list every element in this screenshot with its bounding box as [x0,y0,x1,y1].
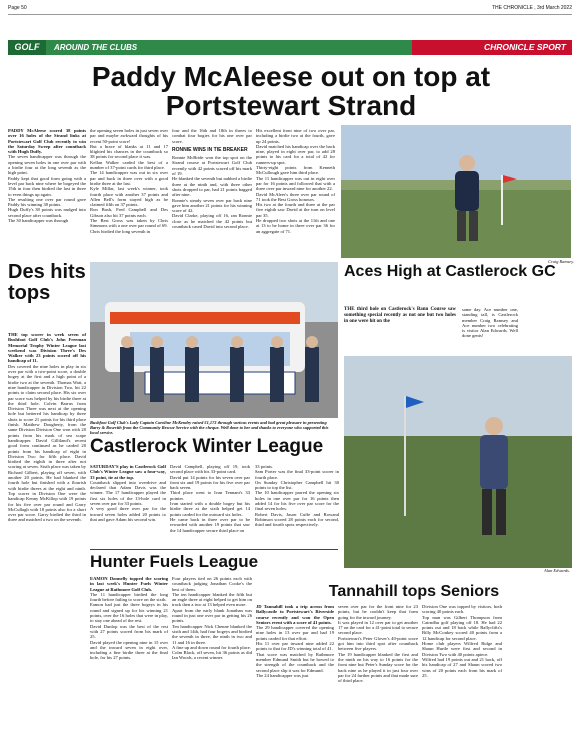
craig-ramsey-photo [341,125,571,258]
castlerock-col1 [90,464,166,522]
chronicle-sport-banner: CHRONICLE SPORT [412,40,572,55]
hunter-col2: Four players tied on 26 points each with countback judging Jonathan Cooke's the best of them. The ten handicapper blanked the fifth but an eagle three at eight helped to get him on track then a two at 13 helped even more. Apart from the early blank Jonathan was round in just one over par in getting his 26 points. Ten handicapper Nick Chenne blanked the sixth and 14th, had four bogeys and birdied the seventh in three, the ninth in two and 11 and 16 in three. A fine up and down round for fourth place. Colm Black, off seven, hit 36 points as did Ian Woods, a recent winner. [172,576,252,661]
paper-date: THE CHRONICLE , 3rd March 2022 [491,5,572,11]
castlerock-col1-body: Countback slipped into overdrive and declared that Adam Davis was the winner. The 17 handicapper played the first six holes of the 13-hole card in seven over par for 33 points. A very good three over par for the inward seven holes added 20 points to that and gave Adam his second win. [90,479,166,522]
around-the-clubs-banner: AROUND THE CLUBS [46,40,412,55]
des-hits-body: Des covered the nine holes in play in six over par with a two-point score, a double bogey at the first and a high point of a birdie two at the seventh. Thomas Watt, a nine handicapper in Division Two, hit 22 points to claim second place. His six over par score was helped by his birdie three at the third hole. Colvin Barrus from Division Three was next at the opening hole but bettered his handicap by three shots to score 21 points for his third place finish. Matthew Dougherty, from the same Division Division One won with 20 points from his mark of sea scape handicapper. David Gilliland's recent good form continued as he carded 20 points from his handicap of eight in Division Two for fifth place. David birdied the eighth in three after not scoring at seven. Sixth place was taken by Richard Gilbert, playing off seven, with another 20 points. He had blanked the fourth hole but finished with a flourish with birdie threes at the eight and ninth. Top scorer in Division One were the handicap Kenny McKillop with 19 points for his five over par round and Garry McCullagh with 18 points also for a short over par score. Garry birdied the third in three and matched a two on the seventh. [8,363,86,523]
main-story-subhead: RONNIE WINS IN TIE BREAKER [172,146,248,153]
main-story-col3: four and the 16th and 18th in threes to combat four bogies for his one over par score. RONNIE WINS IN TIE BREAKER Ronnie McBride won the top spot on the Strand course at Portstewart Golf Club recently with 42 points scored off his mark of 19. He blanked the seventh but nabbed a birdie three at the ninth and, with three other shots dropped to par, had 21 points bagged after nine. Ronnie's steady seven over par back nine gave him another 21 points for his winning score of 42. David Clarke, playing off 16, ran Ronnie close as he matched the 42 points but countback cased David into second place. [172,128,252,230]
header-rule [8,14,572,15]
golfer-with-flag-icon [344,356,572,568]
tannahill-col3: Division One was topped by visitors, both scoring 40 points each. Top man was Gilbert Thompson from Cairndhu golf playing off 18. He had 22 points out and 18 back while Ballyclifts's Billy McConkey scored 40 points from a 12 handicap for second place. Home club players Wilfred Ridge and Shaun Hurtle were first and second in Division Two with 40 points apiece. Wilfred had 19 points out and 21 back, off his handicap of 27 and Shaun scored two wins of 20 points each from his mark of 25. [422,604,502,678]
des-hits-story [8,332,86,523]
castlerock-col3: 33 points. Sam Porter was the final 33-point scorer in fourth place. On Sunday Christopher Campbell hit 30 points to top the list. The 10 handicapper parred the opening six holes in one over par for 16 points then added 14 for his five over par score for the final seven holes. Robert Davis, Jason Cuffe and Rowand Robinson scored 28 points each for second, third and fourth spots respectively. [255,464,339,528]
aces-high-lead: THE third hole on Castlerock's Bann Course saw something special recently as not one but two holes in one were hit on the [344,307,456,324]
castlerock-headline: Castlerock Winter League [90,436,324,457]
main-story-col2: the opening seven holes in just seven over par and maybe awkward thoughts of his recent 50-point score! But a brace of blanks at 11 and 17 blighted his chances in the countback so 38 points for second place it was. Kellan Walker carded the best of a number of 37-point cards for third place. The 14 handicapper was out in six over par and back in three over with a good birdie three at the last. Kyle Millar, last week's winner, took fourth place with another 37 points and Allen Bell's form stayed high as he claimed fifth on 37 points. Ron Bush, Fred Campbell and Des Gibson also hit 37 points each. The Best Gross was taken by Chris Simmons with a one over par round of 69. Chris birdied the long seventh in [90,128,168,234]
group-cheque-photo [90,262,338,418]
group-photo-caption: Bushfoot Golf Club's Lady Captain Caroline McKendry raised £1,173 through various events and had great pleasure in presenting Barry & Rosevith from the Community Rescue Service with the cheque. Well done to her and thanks to everyone who supported this local service. [90,420,329,435]
section-divider [90,549,338,550]
main-headline: Paddy McAleese out on top at Portstewart Strand [91,61,491,121]
tannahill-col1-body: The 29 handicapper covered the opening nine holes in 13 over par and had 19 points carded for that effort. His 11 over par inward nine added 22 points to that for JD's winning total of 41. That score was matched by Rathmore member Edmund Smith but he bowed to the strength of the countback and the second place slip it was for Edmund. The 24 handicapper was just [256,625,334,678]
hunter-col1 [90,576,168,661]
hunter-col1-body: The 11 handicapper birdied the long fourth before failing to score on the sixth. Eamon had just the three bogeys in his round and signed up for his winning 21 points, over the 16 holes that were in play, to stay one ahead of the rest. David Dunlop was the best of the rest with 27 points scored from his mark of 25. David played the opening nine in 15 over and the inward seven in eight over, including a fine birdie three at the final hole, for his 27 points. [90,591,168,661]
tannahill-col2: seven over par for the front nine for 23 points, but he couldn't keep that form going for the inward journey. It was played in 12 over par to get another 17 on the card for a 41-point total to secure second place. Portstewart's Peter Glover's 40-point score got him into third spot after countback between five players. The 19 handicapper blanked the first and the ninth on his way to 16 points for the front nine but Peter's Sunday score for the back nine as he played it in just four over par for 24 further points and that made sure of third place. [338,604,418,684]
group-photo-illustration-icon [90,262,338,418]
main-story-lead: PADDY McAleese scored 38 points over 16 holes of the Strand links at Portstewart Golf Club recently to win the Saturday Sweep after countback with Hugh Duffy. [8,128,86,155]
castlerock-col2: David Campbell, playing off 19, took second place with his 33-point card. David put 14 points for his seven over par front six and 19 points for his five over par back seven. Third place went to Ivan Tennant's 33 pointer. Ivan started with a double bogey but his birdie three at the sixth helped get 14 points carded for the outward six holes. He came back in three over par to be rewarded with another 19 points that saw the 14 handicapper secure third place on [170,464,250,533]
page-number: Page 50 [8,5,27,11]
hunter-headline: Hunter Fuels League [90,552,259,571]
castlerock-lead: SATURDAY'S play in Castlerock Golf Club's Winter League saw a four-way, 33 point, tie at the top. [90,464,166,480]
main-story-col3-body2: Ronnie McBride won the top spot on the Strand course at Portstewart Golf Club recently with 42 points scored off his mark of 19. He blanked the seventh but nabbed a birdie three at the ninth and, with three other shots dropped to par, had 21 points bagged after nine. Ronnie's steady seven over par back nine gave him another 21 points for his winning score of 42. David Clarke, playing off 16, ran Ronnie close as he matched the 42 points but countback cased David into second place. [172,155,252,230]
golf-section-tab: GOLF [8,40,46,55]
aces-high-body: same day. Ace number one, standing tall, is Castlerock member Craig Ramsey and Ace number two celebrating is visitor Alan Edwards. Well done gents! [462,307,518,339]
tannahill-headline: Tannahill tops Seniors [328,583,500,600]
aces-high-headline: Aces High at Castlerock GC [344,263,556,280]
craig-photo-caption: Craig Ramsey. [548,259,574,264]
tannahill-lead: JD Tannahill took a trip across from Ballycastle to Portstewart's Riverside course recently and won the Open Seniors event with a score of 41 points. [256,604,334,625]
main-story-col1 [8,128,86,223]
golfer-figure-icon [341,125,571,258]
hunter-lead: EAMON Donnelly topped the scoring in last week's Hunter Fuels Winter League at Rathmore Golf Club. [90,576,168,592]
alan-edwards-photo [344,356,572,568]
des-hits-lead: THE top scorer in week seven of Bushfoot Golf Club's John Freeman Memorial Trophy Winter League last weekend was Division Three's Des Walker with 23 points scored off his handicap of 11. [8,332,86,364]
main-story-col4: His excellent front nine of two over par, including a birdie two at the fourth, gave up 24 points. David matched his handicap over the back nine, played in eight over par, to add 28 points to his card for a total of 42 for runners-up spot. Thirty-eight points from Kenneth McCullough gave him third place. The 11 handicapper was out in eight over par for 16 points and followed that with a three over par inward nine for another 22. David McAleer's three over par round of 71 took the Best Gross honours. His two at the fourth and three at the par five eighth saw David at the turn on level par 35. He dropped two shots at the 11th and one at 13 to be home in three over par 36 for an aggregate of 71. [256,128,335,234]
alan-photo-caption: Alan Edwards. [544,568,570,573]
main-story-col1-body: The seven handicapper was through the opening seven holes in one over par with a birdie four at the long seventh as the high point. Paddy kept that good form going with a level par back nine where he bogeyed the 15th in four then birdied the last in three to even things up again. The resulting one over par round gave Paddy his winning 38 points. Hugh Duffy's 38 points was nudged into second place after countback. The 30 handicapper was through [8,154,86,224]
tannahill-col1 [256,604,334,678]
des-hits-headline: Des hits tops [8,261,86,304]
page-header [8,3,572,13]
